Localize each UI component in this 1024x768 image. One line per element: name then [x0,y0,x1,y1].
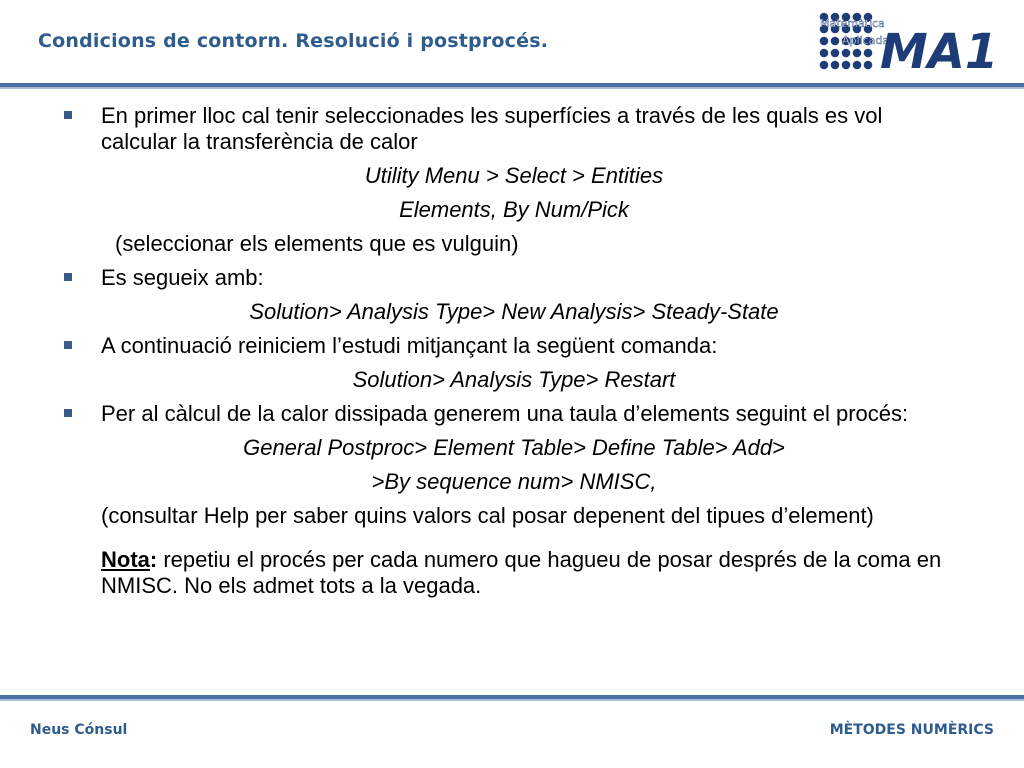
logo-text-top: Matemàtica [820,17,885,30]
menu-path: Solution> Analysis Type> New Analysis> Steady-State [249,299,779,324]
menu-path: Solution> Analysis Type> Restart [352,367,676,392]
bullet-text: A continuació reiniciem l’estudi mitjançant la següent comanda: [101,333,718,358]
slide-title: Condicions de contorn. Resolució i postprocés. [38,30,549,52]
slide-content [64,103,964,599]
instruction-note: (seleccionar els elements que es vulguin) [115,231,519,256]
nota-label: Nota [101,547,150,572]
nota-colon: : [149,547,158,572]
square-bullet-icon [64,111,72,119]
bullet-item [64,401,964,427]
bullet-text: Per al càlcul de la calor dissipada generem una taula d’elements seguint el procés: [101,401,909,426]
menu-path: Elements, By Num/Pick [399,197,629,222]
square-bullet-icon [64,409,72,417]
footer-course: MÈTODES NUMÈRICS [829,722,994,738]
logo-brand: MA1 [880,24,998,74]
bullet-item [64,333,964,359]
square-bullet-icon [64,341,72,349]
ma1-logo [818,8,998,74]
nota-text: repetiu el procés per cada numero que hagueu de posar després de la coma en NMISC. No els admet tots a la vegada. [101,547,942,598]
instruction-note: (consultar Help per saber quins valors cal posar depenent del tipues d’element) [101,503,874,528]
bullet-text: En primer lloc cal tenir seleccionades les superfícies a través de les quals es vol calcular la transferència de calor [101,103,883,154]
bullet-text: Es segueix amb: [101,265,264,290]
footer-divider [0,695,1024,701]
square-bullet-icon [64,273,72,281]
logo-text-bottom: Aplicada [842,34,890,47]
menu-path: General Postproc> Element Table> Define Table> Add> [243,435,785,460]
bullet-item [64,265,964,291]
nota-paragraph [64,547,964,599]
menu-path: >By sequence num> NMISC, [371,469,657,494]
menu-path: Utility Menu > Select > Entities [364,163,664,188]
footer-author: Neus Cónsul [30,722,128,738]
header-divider [0,83,1024,89]
bullet-item [64,103,964,155]
